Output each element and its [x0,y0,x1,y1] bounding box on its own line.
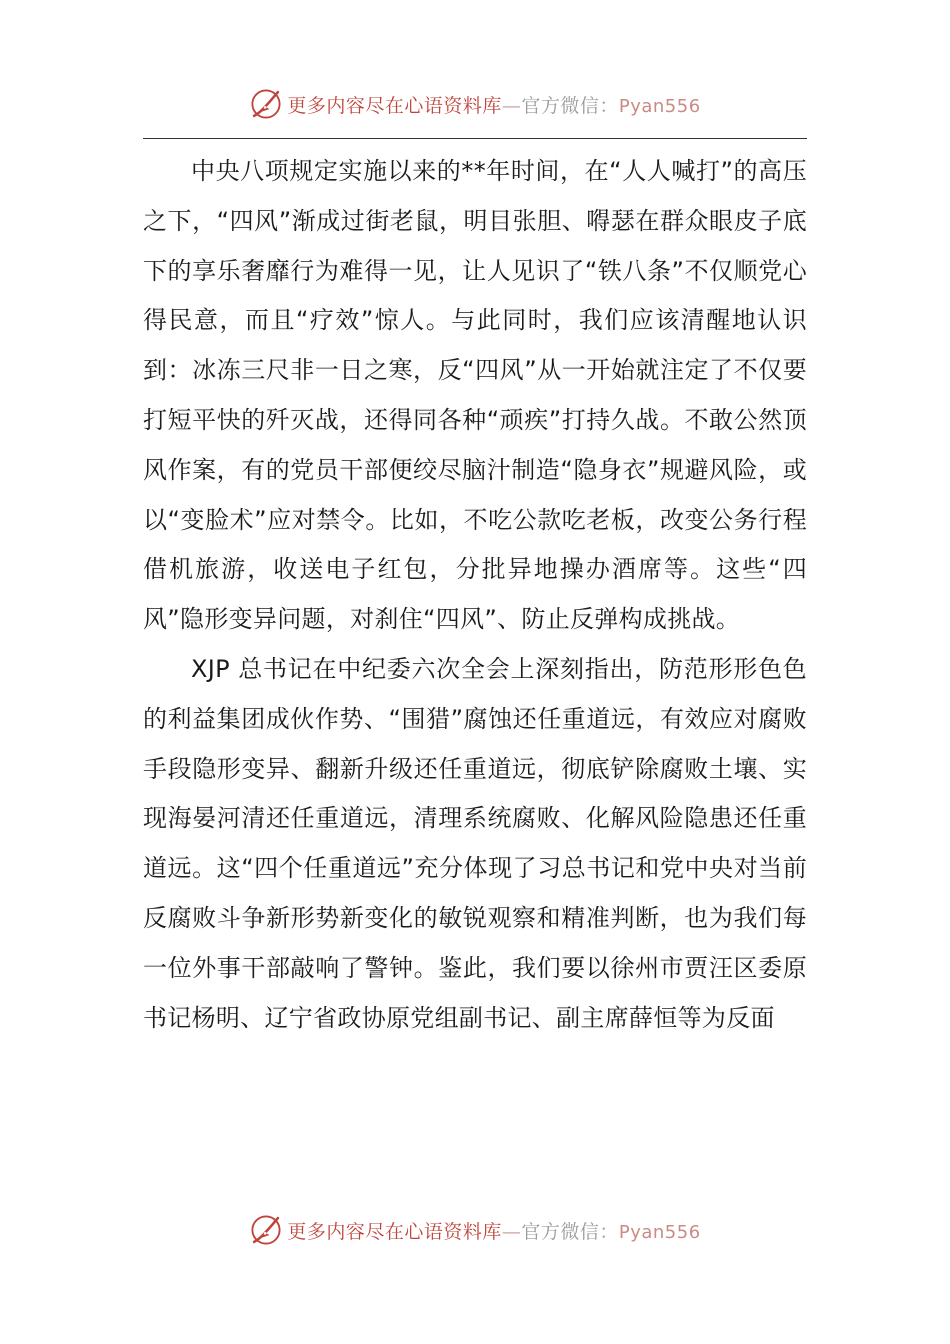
footer-banner-dash: — [501,1220,522,1243]
header-banner-dash: — [501,94,522,117]
footer-banner-wechat-id: Pyan556 [618,1221,701,1243]
header-banner [0,84,950,124]
header-divider [143,138,807,139]
header-banner-lead: 更多内容尽在心语资料库 [287,94,502,117]
footer-banner-text [287,1217,700,1244]
footer-banner [0,1210,950,1250]
document-body [143,147,807,1043]
header-banner-text [287,91,700,118]
pen-nib-logo-icon [249,87,283,121]
header-banner-wechat-label: 官方微信： [521,94,619,117]
body-paragraph-1: 中央八项规定实施以来的**年时间，在“人人喊打”的高压之下，“四风”渐成过街老鼠，明目张胆、嘚瑟在群众眼皮子底下的享乐奢靡行为难得一见，让人见识了“铁八条”不仅顺党心得民意，而且“疗效”惊人。与此同时，我们应该清醒地认识到：冰冻三尺非一日之寒，反“四风”从一开始就注定了不仅要打短平快的歼灭战，还得同各种“顽疾”打持久战。不敢公然顶风作案，有的党员干部便绞尽脑汁制造“隐身衣”规避风险，或以“变脸术”应对禁令。比如，不吃公款吃老板，改变公务行程借机旅游，收送电子红包，分批异地操办酒席等。这些“四风”隐形变异问题，对刹住“四风”、防止反弹构成挑战。 [143,157,807,634]
body-paragraph-2: XJP 总书记在中纪委六次全会上深刻指出，防范形形色色的利益集团成伙作势、“围猎”腐蚀还任重道远，有效应对腐败手段隐形变异、翻新升级还任重道远，彻底铲除腐败土壤、实现海晏河清还任重道远，清理系统腐败、化解风险隐患还任重道远。这“四个任重道远”充分体现了习总书记和党中央对当前反腐败斗争新形势新变化的敏锐观察和精准判断，也为我们每一位外事干部敲响了警钟。鉴此，我们要以徐州市贾汪区委原书记杨明、辽宁省政协原党组副书记、副主席薛恒等为反面 [143,654,807,1032]
footer-banner-lead: 更多内容尽在心语资料库 [287,1220,502,1243]
header-banner-wechat-id: Pyan556 [618,95,701,117]
footer-banner-wechat-label: 官方微信： [521,1220,619,1243]
pen-nib-logo-icon [249,1213,283,1247]
